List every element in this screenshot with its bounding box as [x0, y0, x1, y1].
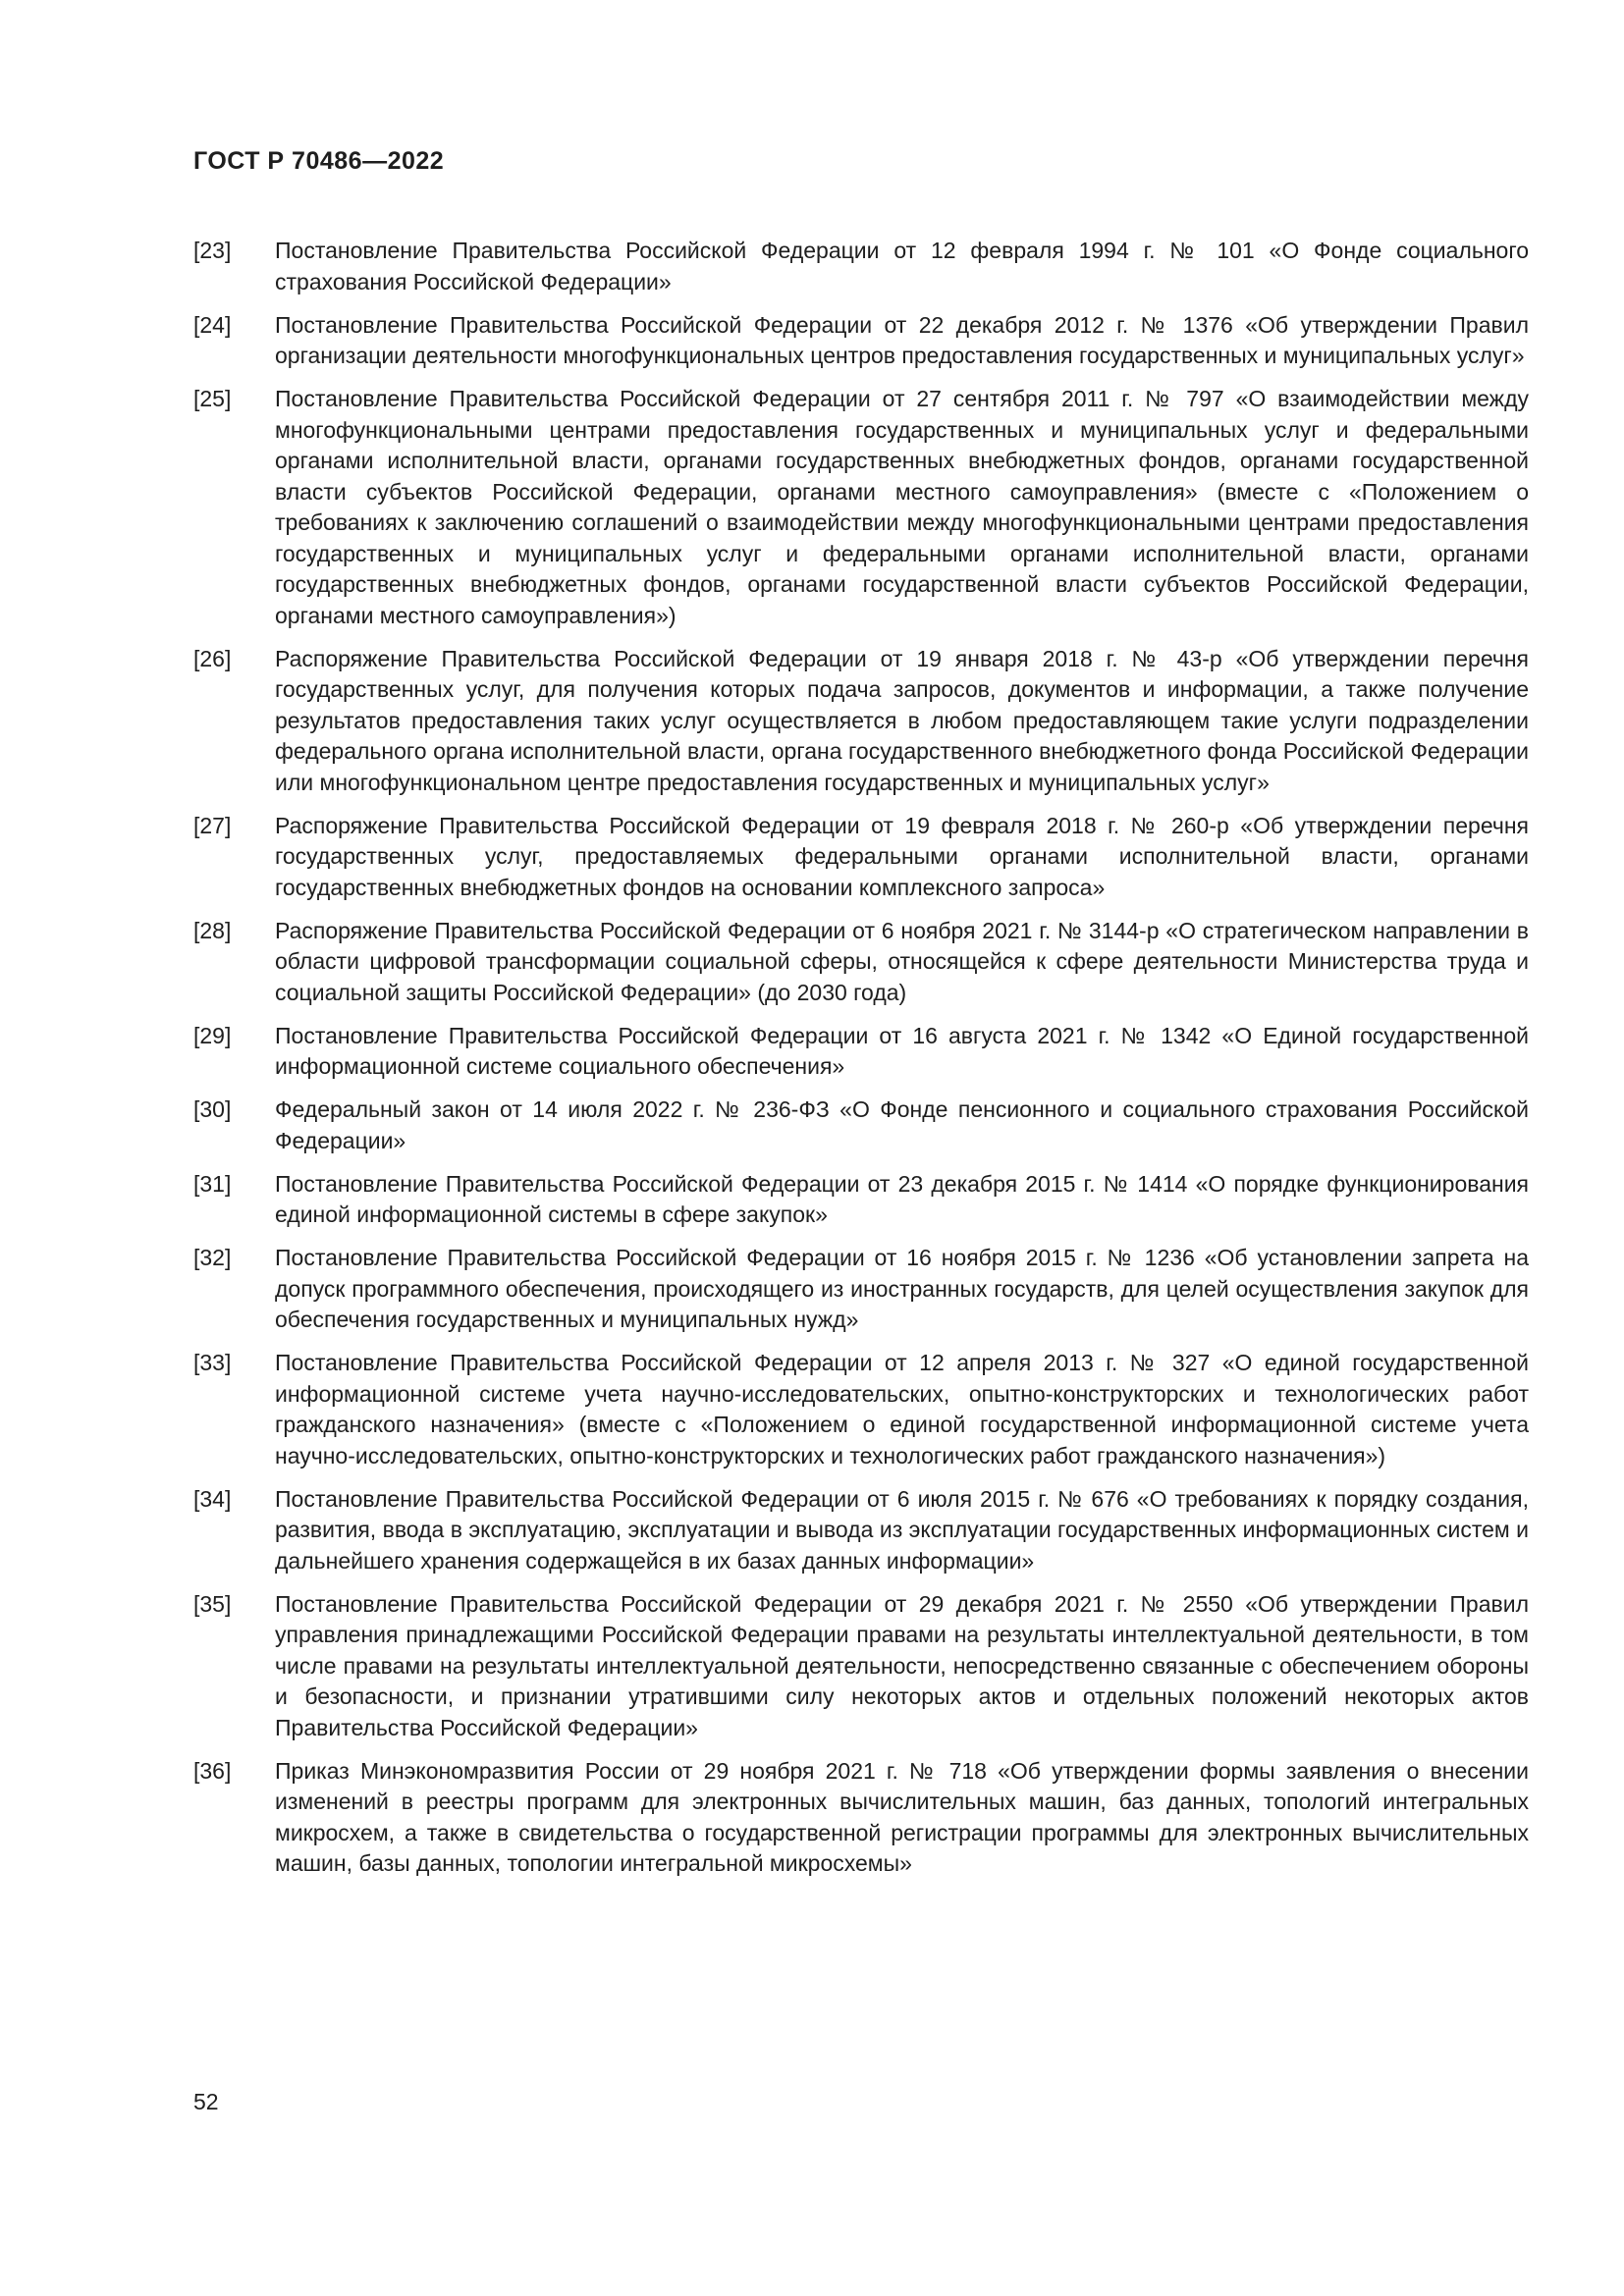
reference-number: [24] [193, 311, 232, 338]
reference-number: [23] [193, 238, 232, 263]
reference-text: Постановление Правительства Российской Федерации от 16 ноября 2015 г. № 1236 «Об установлении запрета на допуск программного обеспечения, происходящего из иностранных государств, для целей осуществления закупок для обеспечения государственных и муниципальных нужд» [275, 1245, 1529, 1332]
reference-number: [31] [193, 1170, 232, 1197]
reference-item [193, 1021, 1529, 1083]
reference-item [193, 644, 1529, 799]
reference-item [193, 1589, 1529, 1744]
reference-text: Распоряжение Правительства Российской Федерации от 19 января 2018 г. № 43-р «Об утверждении перечня государственных услуг, для получения которых подача запросов, документов и информации, а также получение результатов предоставления таких услуг осуществляется в любом предоставляющем такие услуги подразделении федерального органа исполнительной власти, органа государственного внебюджетного фонда Российской Федерации или многофункциональном центре предоставления государственных и муниципальных услуг» [275, 645, 1529, 795]
reference-item [193, 811, 1529, 904]
reference-text: Постановление Правительства Российской Федерации от 27 сентября 2011 г. № 797 «О взаимодействии между многофункциональными центрами предоставления государственных и муниципальных услуг и федеральными органами исполнительной власти, органами государственных внебюджетных фондов, органами государственной власти субъектов Российской Федерации, органами местного самоуправления» (вместе с «Положением о требованиях к заключению соглашений о взаимодействии между многофункциональными центрами предоставления государственных и муниципальных услуг и федеральными органами исполнительной власти, органами государственных внебюджетных фондов, органами государственной власти субъектов Российской Федерации, органами местного самоуправления») [275, 386, 1529, 628]
reference-item [193, 1095, 1529, 1156]
reference-text: Постановление Правительства Российской Федерации от 6 июля 2015 г. № 676 «О требованиях к порядку создания, развития, ввода в эксплуатацию, эксплуатации и вывода из эксплуатации государственных информационных систем и дальнейшего хранения содержащейся в их базах данных информации» [275, 1485, 1529, 1574]
reference-text: Постановление Правительства Российской Федерации от 29 декабря 2021 г. № 2550 «Об утверждении Правил управления принадлежащими Российской Федерации правами на результаты интеллектуальной деятельности, в том числе правами на результаты интеллектуальной деятельности, непосредственно связанные с обеспечением обороны и безопасности, и признании утратившими силу некоторых актов и отдельных положений некоторых актов Правительства Российской Федерации» [275, 1590, 1529, 1740]
reference-item [193, 384, 1529, 631]
reference-item [193, 1484, 1529, 1577]
document-header: ГОСТ Р 70486—2022 [193, 147, 445, 175]
reference-number: [34] [193, 1485, 232, 1512]
reference-item [193, 236, 1529, 297]
page-number: 52 [193, 2089, 219, 2114]
reference-text: Распоряжение Правительства Российской Федерации от 6 ноября 2021 г. № 3144-р «О стратегическом направлении в области цифровой трансформации социальной сферы, относящейся к сфере деятельности Министерства труда и социальной защиты Российской Федерации» (до 2030 года) [275, 917, 1529, 1005]
reference-text: Постановление Правительства Российской Федерации от 12 февраля 1994 г. № 101 «О Фонде социального страхования Российской Федерации» [275, 238, 1529, 294]
reference-number: [35] [193, 1590, 232, 1617]
reference-text: Постановление Правительства Российской Федерации от 23 декабря 2015 г. № 1414 «О порядке функционирования единой информационной системы в сфере закупок» [275, 1170, 1529, 1227]
reference-text: Постановление Правительства Российской Федерации от 22 декабря 2012 г. № 1376 «Об утверждении Правил организации деятельности многофункциональных центров предоставления государственных и муниципальных услуг» [275, 311, 1529, 368]
reference-number: [30] [193, 1096, 232, 1122]
reference-item [193, 916, 1529, 1009]
reference-item [193, 1169, 1529, 1231]
reference-number: [25] [193, 386, 232, 411]
reference-number: [33] [193, 1350, 232, 1375]
reference-item [193, 310, 1529, 372]
reference-text: Постановление Правительства Российской Федерации от 12 апреля 2013 г. № 327 «О единой государственной информационной системе учета научно-исследовательских, опытно-конструкторских и технологических работ гражданского назначения» (вместе с «Положением о единой государственной информационной системе учета научно-исследовательских, опытно-конструкторских и технологических работ гражданского назначения») [275, 1350, 1529, 1468]
reference-text: Распоряжение Правительства Российской Федерации от 19 февраля 2018 г. № 260-р «Об утверждении перечня государственных услуг, предоставляемых федеральными органами исполнительной власти, органами государственных внебюджетных фондов на основании комплексного запроса» [275, 812, 1529, 900]
reference-number: [36] [193, 1757, 232, 1784]
reference-number: [32] [193, 1245, 232, 1270]
reference-item [193, 1243, 1529, 1336]
reference-number: [26] [193, 645, 232, 671]
reference-item [193, 1348, 1529, 1471]
reference-text: Приказ Минэкономразвития России от 29 ноября 2021 г. № 718 «Об утверждении формы заявления о внесении изменений в реестры программ для электронных вычислительных машин, баз данных, топологий интегральных микросхем, а также в свидетельства о государственной регистрации программы для электронных вычислительных машин, базы данных, топологии интегральной микросхемы» [275, 1757, 1529, 1876]
reference-text: Федеральный закон от 14 июля 2022 г. № 236-ФЗ «О Фонде пенсионного и социального страхования Российской Федерации» [275, 1096, 1529, 1153]
reference-number: [28] [193, 917, 232, 943]
reference-text: Постановление Правительства Российской Федерации от 16 августа 2021 г. № 1342 «О Единой государственной информационной системе социального обеспечения» [275, 1022, 1529, 1079]
reference-number: [27] [193, 812, 232, 838]
reference-number: [29] [193, 1022, 232, 1048]
reference-list [193, 236, 1529, 1892]
reference-item [193, 1756, 1529, 1880]
